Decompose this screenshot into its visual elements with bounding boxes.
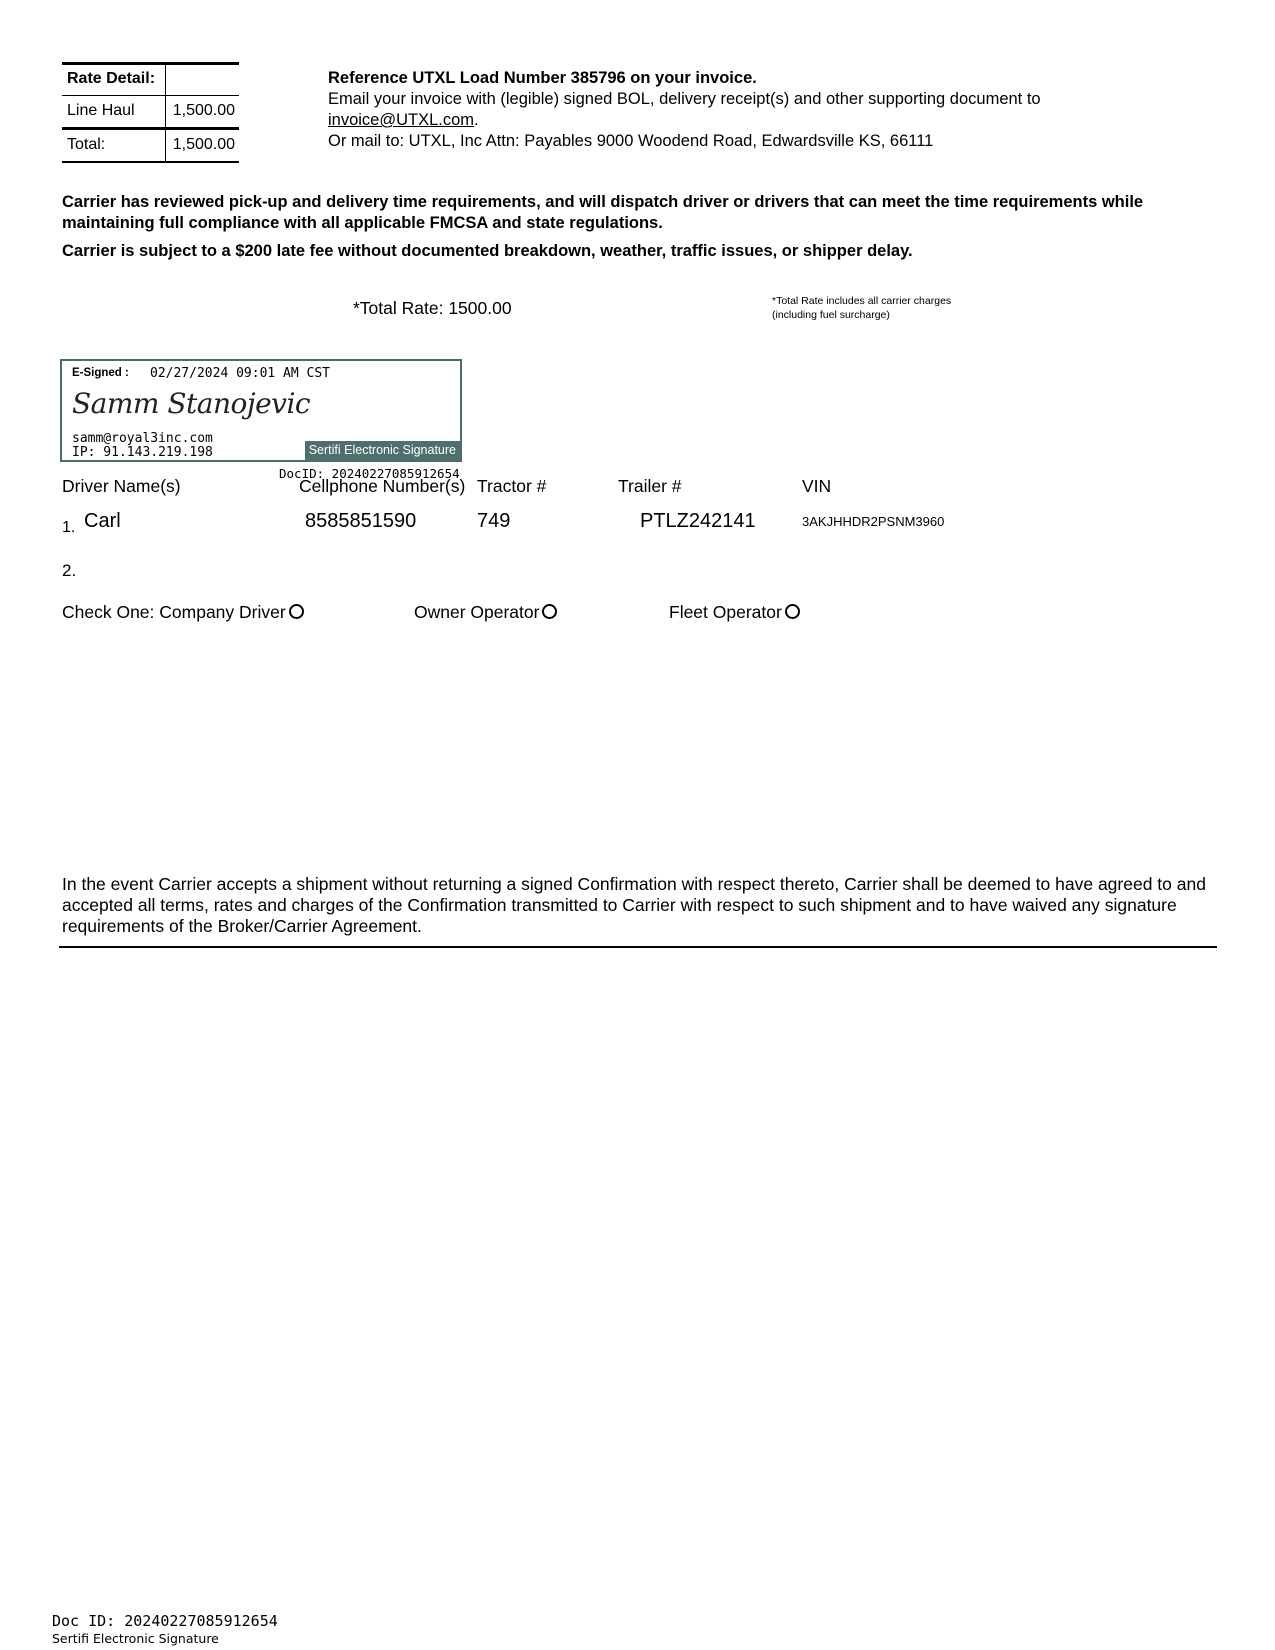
invoice-email-link[interactable]: invoice@UTXL.com bbox=[328, 111, 475, 129]
mail-address: Or mail to: UTXL, Inc Attn: Payables 9000 Woodend Road, Edwardsville KS, 66111 bbox=[328, 132, 934, 150]
total-rate: *Total Rate: 1500.00 bbox=[353, 298, 512, 318]
footer-sertifi: Sertifi Electronic Signature bbox=[52, 1631, 219, 1646]
signature-image: Samm Stanojevic bbox=[72, 387, 311, 420]
invoice-reference-block bbox=[328, 68, 1228, 152]
rate-row-total bbox=[62, 128, 239, 163]
total-label: Total: bbox=[67, 136, 106, 153]
check-fleet-operator bbox=[669, 602, 800, 623]
header-driver-name: Driver Name(s) bbox=[62, 476, 181, 496]
owner-operator-radio[interactable] bbox=[542, 604, 557, 619]
fleet-operator-radio[interactable] bbox=[785, 604, 800, 619]
header-trailer: Trailer # bbox=[618, 476, 682, 496]
fleet-operator-label: Fleet Operator bbox=[669, 602, 782, 622]
tractor-1: 749 bbox=[477, 510, 511, 532]
rate-detail-table bbox=[62, 62, 239, 163]
check-one-label: Check One: Company Driver bbox=[62, 602, 286, 622]
vin-1: 3AKJHHDR2PSNM3960 bbox=[802, 514, 945, 529]
header-cellphone: Cellphone Number(s) bbox=[299, 476, 466, 496]
sertifi-badge: Sertifi Electronic Signature bbox=[305, 441, 460, 460]
total-value: 1,500.00 bbox=[172, 136, 235, 153]
footer-docid: Doc ID: 20240227085912654 bbox=[52, 1612, 278, 1630]
header-tractor: Tractor # bbox=[477, 476, 547, 496]
rate-detail-header-row bbox=[62, 62, 239, 96]
driver-name-1: Carl bbox=[84, 510, 121, 532]
row-number-1: 1. bbox=[62, 519, 76, 536]
rate-row-label: Line Haul bbox=[67, 102, 135, 119]
check-company-driver bbox=[62, 602, 304, 623]
rate-row-line-haul bbox=[62, 96, 239, 128]
rate-row-value: 1,500.00 bbox=[172, 102, 235, 119]
late-fee-text: Carrier is subject to a $200 late fee without documented breakdown, weather, traffic issues, or shipper delay. bbox=[62, 242, 913, 260]
owner-operator-label: Owner Operator bbox=[414, 602, 540, 622]
rate-detail-header: Rate Detail: bbox=[67, 70, 156, 87]
signer-email: samm@royal3inc.com bbox=[72, 431, 213, 446]
reference-load-number: Reference UTXL Load Number 385796 on your invoice. bbox=[328, 69, 757, 87]
trailer-1: PTLZ242141 bbox=[640, 510, 756, 532]
company-driver-radio[interactable] bbox=[289, 604, 304, 619]
cellphone-1: 8585851590 bbox=[305, 510, 417, 532]
divider-line bbox=[59, 946, 1217, 948]
e-signature-box bbox=[60, 359, 462, 462]
email-suffix: . bbox=[474, 111, 479, 129]
total-rate-note: *Total Rate includes all carrier charges (including fuel surcharge) bbox=[772, 295, 952, 321]
header-vin: VIN bbox=[802, 476, 832, 496]
esign-docid: DocID: 20240227085912654 bbox=[279, 466, 460, 481]
esign-datetime: 02/27/2024 09:01 AM CST bbox=[150, 366, 331, 381]
email-instructions: Email your invoice with (legible) signed BOL, delivery receipt(s) and other supporting document to bbox=[328, 90, 1041, 108]
confirmation-terms-text: In the event Carrier accepts a shipment without returning a signed Confirmation with respect thereto, Carrier shall be deemed to have agreed to and accepted all terms, rates and charges of the Confirmation transmitted to Carrier with respect to such shipment and to have waived any signature requirements of the Broker/Carrier Agreement. bbox=[62, 874, 1206, 936]
carrier-requirements-text: Carrier has reviewed pick-up and delivery time requirements, and will dispatch driver or drivers that can meet the time requirements while maintaining full compliance with all applicable FMCSA and state regulations. bbox=[62, 193, 1144, 232]
signer-ip: IP: 91.143.219.198 bbox=[72, 445, 213, 460]
esign-label: E-Signed : bbox=[72, 367, 129, 379]
row-number-2: 2. bbox=[62, 561, 77, 580]
check-owner-operator bbox=[414, 602, 557, 623]
